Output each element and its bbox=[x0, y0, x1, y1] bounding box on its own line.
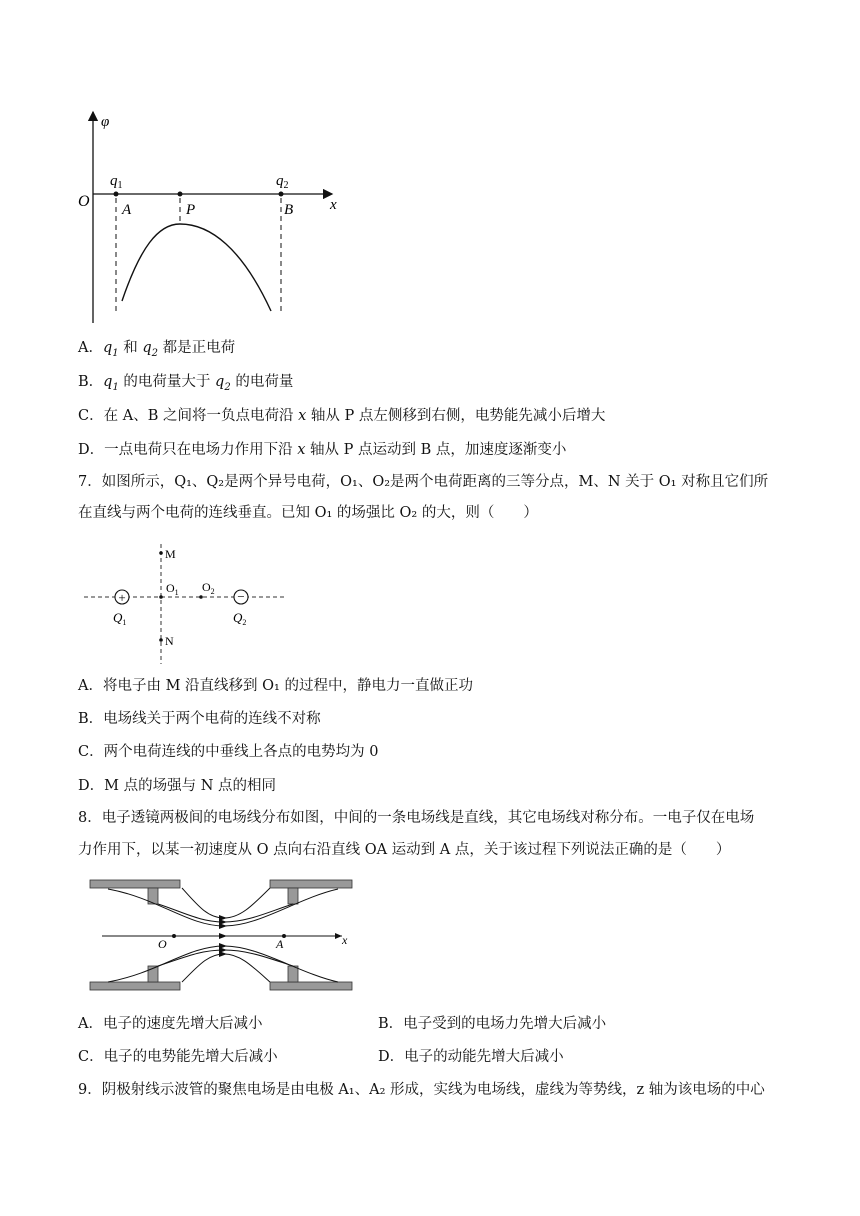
q6-option-b: B．$q_1$ 的电荷量大于 $q_2$ 的电荷量 bbox=[78, 374, 294, 393]
top-electrode-right bbox=[270, 880, 352, 888]
q2-charge-label: $Q_2$ bbox=[233, 610, 247, 627]
field-arrow bbox=[219, 951, 227, 957]
electron-lens-diagram bbox=[88, 876, 358, 996]
bottom-electrode-right-tooth bbox=[288, 966, 298, 982]
q6-option-a: A．$q_1$ 和 $q_2$ 都是正电荷 bbox=[78, 340, 236, 359]
potential-curve bbox=[122, 224, 271, 311]
q8-option-a: A．电子的速度先增大后减小 bbox=[78, 1016, 263, 1032]
q2-dot bbox=[279, 192, 284, 197]
x-label: x bbox=[342, 933, 348, 947]
charges-diagram bbox=[80, 540, 295, 670]
q6-option-c: C．在 A、B 之间将一负点电荷沿 x 轴从 P 点左侧移到右侧，电势能先减小后增大 bbox=[78, 408, 606, 424]
q1-dot bbox=[114, 192, 119, 197]
top-electrode-right-tooth bbox=[288, 888, 298, 904]
potential-graph bbox=[70, 108, 360, 328]
o1-label: $O_1$ bbox=[166, 581, 179, 597]
field-line bbox=[182, 888, 270, 918]
q8-option-c: C．电子的电势能先增大后减小 bbox=[78, 1049, 278, 1065]
field-arrow bbox=[219, 915, 227, 921]
o-dot bbox=[172, 934, 176, 938]
origin-label: O bbox=[78, 193, 90, 210]
x-axis-label: x bbox=[330, 197, 337, 213]
q1-charge-label: $Q_1$ bbox=[113, 610, 127, 627]
o2-label: $O_2$ bbox=[202, 580, 215, 596]
field-arrow bbox=[219, 933, 227, 939]
a-point-label: A bbox=[276, 937, 284, 951]
q7-option-b: B．电场线关于两个电荷的连线不对称 bbox=[78, 711, 321, 727]
q7-stem-line1: 7．如图所示，Q₁、Q₂是两个异号电荷，O₁、O₂是两个电荷距离的三等分点，M、N 关于 O₁ 对称且它们所 bbox=[78, 474, 769, 490]
q8-stem-line2: 力作用下，以某一初速度从 O 点向右沿直线 OA 运动到 A 点，关于该过程下列说法正确的是（ ） bbox=[78, 842, 731, 858]
o1-dot bbox=[159, 595, 163, 599]
q8-stem-line1: 8．电子透镜两极间的电场线分布如图，中间的一条电场线是直线，其它电场线对称分布。一电子仅在电场 bbox=[78, 810, 755, 826]
bottom-electrode-right bbox=[270, 982, 352, 990]
n-dot bbox=[159, 638, 163, 642]
q7-option-a: A．将电子由 M 沿直线移到 O₁ 的过程中，静电力一直做正功 bbox=[78, 678, 473, 694]
bottom-electrode-left bbox=[90, 982, 180, 990]
q8-option-b: B．电子受到的电场力先增大后减小 bbox=[378, 1016, 607, 1032]
field-line bbox=[158, 904, 293, 922]
q6-option-d: D．一点电荷只在电场力作用下沿 x 轴从 P 点运动到 B 点，加速度逐渐变小 bbox=[78, 442, 567, 458]
q8-option-d: D．电子的动能先增大后减小 bbox=[378, 1049, 564, 1065]
q2-label: $q_2$ bbox=[276, 173, 289, 191]
plus-sign: + bbox=[118, 590, 126, 605]
field-line bbox=[108, 889, 338, 926]
o2-dot bbox=[199, 595, 203, 599]
q7-option-c: C．两个电荷连线的中垂线上各点的电势均为 0 bbox=[78, 744, 379, 760]
q7-option-d: D．M 点的场强与 N 点的相同 bbox=[78, 778, 276, 794]
p-label: P bbox=[186, 202, 196, 218]
m-dot bbox=[159, 551, 163, 555]
q7-stem-line2: 在直线与两个电荷的连线垂直。已知 O₁ 的场强比 O₂ 的大，则（ ） bbox=[78, 505, 538, 521]
b-label: B bbox=[284, 202, 294, 218]
m-label: M bbox=[165, 547, 176, 561]
q9-stem-line1: 9．阴极射线示波管的聚焦电场是由电极 A₁、A₂ 形成，实线为电场线，虚线为等势线，z 轴为该电场的中心 bbox=[78, 1082, 765, 1098]
q1-label: $q_1$ bbox=[110, 173, 123, 191]
top-electrode-left bbox=[90, 880, 180, 888]
p-dot bbox=[178, 192, 183, 197]
minus-sign: − bbox=[237, 589, 245, 604]
a-label: A bbox=[122, 202, 132, 218]
o-point-label: O bbox=[158, 937, 167, 951]
field-line bbox=[182, 954, 270, 982]
n-label: N bbox=[165, 634, 174, 648]
phi-axis-label: φ bbox=[101, 114, 110, 130]
